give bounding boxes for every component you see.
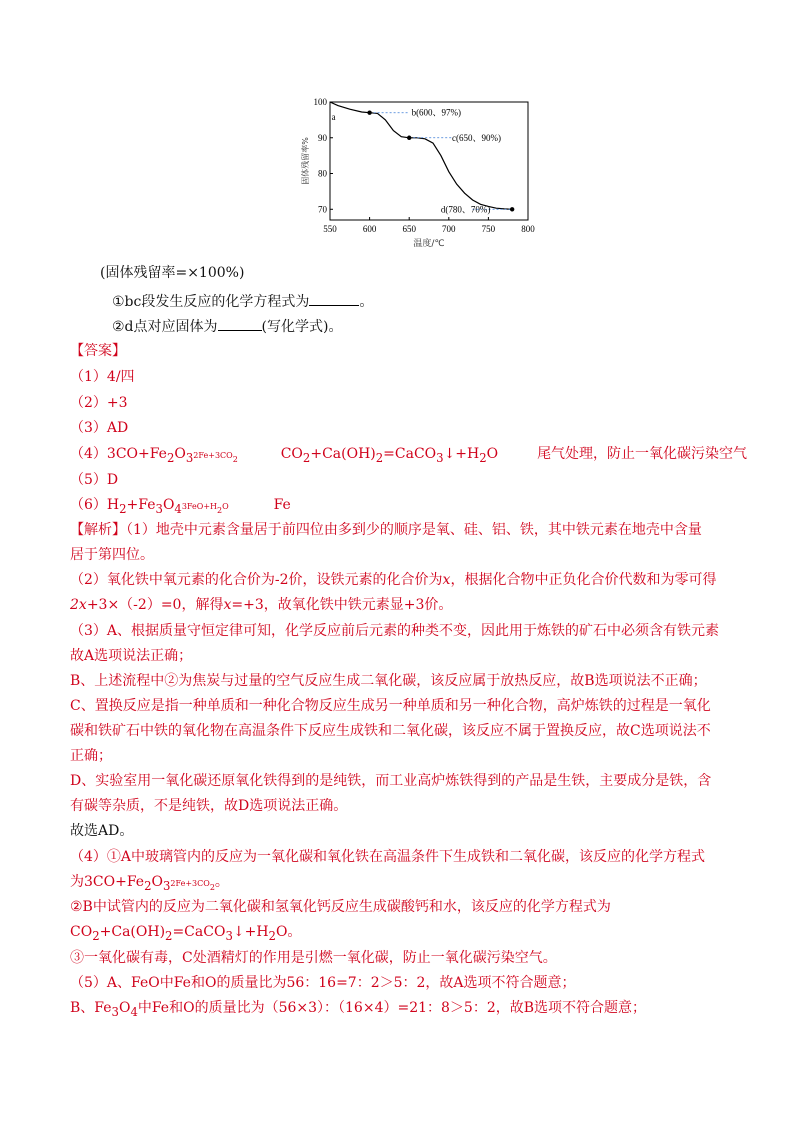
answer-4 bbox=[70, 445, 747, 469]
analysis-l15-d: 3 bbox=[162, 878, 171, 893]
y-tick-label: 90 bbox=[318, 132, 327, 143]
a6-e: O bbox=[162, 497, 175, 513]
analysis-line-6: 故A选项说法正确； bbox=[70, 648, 193, 664]
point-label: b(600、97%) bbox=[411, 107, 462, 118]
x-tick-label: 750 bbox=[481, 224, 496, 234]
answer-5: （5）D bbox=[70, 472, 119, 488]
analysis-l4-var2: x bbox=[223, 597, 232, 613]
analysis-line-16: ②B中试管内的反应为二氧化碳和氢氧化钙反应生成碳酸钙和水，该反应的化学方程式为 bbox=[70, 899, 611, 915]
analysis-l17-b: 2 bbox=[92, 928, 100, 943]
analysis-title: 【解析】 bbox=[70, 522, 126, 538]
analysis-line-15 bbox=[70, 873, 229, 897]
a4-sub2: 3 bbox=[185, 450, 194, 465]
y-tick-label: 70 bbox=[318, 204, 327, 215]
a4-eq2b: 2 bbox=[302, 450, 311, 465]
a4-note: 尾气处理，防止一氧化碳污染空气 bbox=[537, 446, 748, 462]
a4-eq2h: 2 bbox=[479, 450, 487, 465]
residue-curve bbox=[330, 102, 512, 209]
analysis-l20-c: O bbox=[118, 1000, 131, 1016]
residue-rate-chart bbox=[300, 92, 540, 252]
analysis-line-2: 居于第四位。 bbox=[70, 547, 154, 563]
x-tick-label: 650 bbox=[402, 224, 416, 234]
analysis-line-4 bbox=[70, 596, 452, 614]
plot-frame bbox=[330, 102, 528, 220]
data-point bbox=[367, 111, 371, 115]
point-label: c(650、90%) bbox=[451, 132, 501, 143]
a6-result: Fe bbox=[273, 497, 291, 513]
analysis-l17-e: =CaCO bbox=[172, 924, 226, 940]
x-axis-label: 温度/℃ bbox=[413, 239, 445, 249]
analysis-l15-end: 。 bbox=[214, 874, 229, 890]
analysis-line-7: B、上述流程中②为焦炭与过量的空气反应生成二氧化碳，该反应属于放热反应，故B选项说法不正确； bbox=[70, 673, 707, 689]
answer-2: （2）+3 bbox=[70, 395, 128, 411]
point-a-label: a bbox=[331, 111, 336, 122]
data-point bbox=[407, 136, 411, 140]
formula-line: (固体残留率=×100%) bbox=[100, 265, 245, 281]
question-2-text: ②d点对应固体为 bbox=[112, 319, 218, 335]
analysis-l20-b: 3 bbox=[111, 1004, 119, 1019]
analysis-l4-a: +3×（-2）=0，解得 bbox=[86, 597, 224, 613]
analysis-line-18: ③一氧化碳有毒，C处酒精灯的作用是引燃一氧化碳，防止一氧化碳污染空气。 bbox=[70, 950, 557, 966]
analysis-l1: （1）地壳中元素含量居于前四位由多到少的顺序是氧、硅、铝、铁，其中铁元素在地壳中含量 bbox=[126, 522, 702, 538]
a6-c: +Fe bbox=[126, 497, 156, 513]
question-1 bbox=[112, 291, 373, 311]
analysis-line-3 bbox=[70, 571, 716, 589]
a4-tiny-sub: 2 bbox=[232, 454, 238, 464]
analysis-l15-tiny: 2Fe+3CO bbox=[170, 879, 210, 888]
analysis-l17-h: 2 bbox=[268, 928, 276, 943]
question-1-text: ①bc段发生反应的化学方程式为 bbox=[112, 294, 310, 310]
question-2-suffix: (写化学式)。 bbox=[261, 319, 343, 335]
analysis-l20-d: 4 bbox=[130, 1004, 138, 1019]
analysis-l17-a: CO bbox=[70, 924, 93, 940]
analysis-l4-b: =+3，故氧化铁中铁元素显+3价。 bbox=[231, 597, 453, 613]
a6-d: 3 bbox=[155, 501, 163, 516]
a6-b: 2 bbox=[119, 501, 127, 516]
analysis-l17-f: 3 bbox=[225, 928, 233, 943]
a6-tiny: 3FeO+H bbox=[181, 502, 218, 511]
analysis-l20-a: B、Fe bbox=[70, 1000, 112, 1016]
answer-6 bbox=[70, 496, 291, 520]
analysis-l15-a: 为3CO+Fe bbox=[70, 874, 145, 890]
analysis-line-11: D、实验室用一氧化碳还原氧化铁得到的是纯铁，而工业高炉炼铁得到的产品是生铁，主要成分是铁，含 bbox=[70, 773, 712, 789]
a4-eq2e: =CaCO bbox=[383, 446, 437, 462]
analysis-line-12: 有碳等杂质，不是纯铁，故D选项说法正确。 bbox=[70, 798, 348, 814]
analysis-l15-b: 2 bbox=[144, 878, 152, 893]
a4-tiny: 2Fe+3CO bbox=[193, 451, 233, 460]
a4-prefix: （4）3CO+Fe bbox=[70, 446, 167, 462]
analysis-line-5: （3）A、根据质量守恒定律可知，化学反应前后元素的种类不变，因此用于炼铁的矿石中必须含有铁元素 bbox=[70, 623, 720, 639]
a4-eq2c: +Ca(OH) bbox=[310, 446, 376, 462]
data-point bbox=[510, 207, 514, 211]
a6-tiny-end: O bbox=[222, 502, 229, 511]
analysis-line-10: 正确； bbox=[70, 748, 112, 764]
analysis-line-8: C、置换反应是指一种单质和一种化合物反应生成另一种单质和另一种化合物，高炉炼铁的过程是一氧化 bbox=[70, 698, 711, 714]
analysis-l17-i: O。 bbox=[275, 924, 302, 940]
analysis-l17-c: +Ca(OH) bbox=[99, 924, 166, 940]
analysis-line-19: （5）A、FeO中Fe和O的质量比为56：16=7：2＞5：2，故A选项不符合题意； bbox=[70, 975, 576, 991]
analysis-l17-g: ↓+H bbox=[232, 924, 269, 940]
answer-1: （1）4/四 bbox=[70, 369, 135, 385]
a6-f: 4 bbox=[174, 501, 182, 516]
y-tick-label: 80 bbox=[318, 168, 327, 179]
question-1-suffix: 。 bbox=[359, 294, 374, 310]
blank-1 bbox=[309, 291, 359, 306]
analysis-l15-c: O bbox=[151, 874, 163, 890]
analysis-l3-end: ，根据化合物中正负化合价代数和为零可得 bbox=[450, 572, 717, 588]
question-2 bbox=[112, 316, 342, 336]
analysis-l20-e: 中Fe和O的质量比为（56×3）：（16×4）=21：8＞5：2，故B选项不符合题意； bbox=[137, 1000, 647, 1016]
a4-eq2d: 2 bbox=[375, 450, 384, 465]
x-tick-label: 600 bbox=[362, 224, 377, 234]
analysis-l17-d: 2 bbox=[165, 928, 173, 943]
blank-2 bbox=[218, 316, 262, 331]
a6-a: （6）H bbox=[70, 497, 120, 513]
analysis-line-13: 故选AD。 bbox=[70, 823, 134, 839]
a4-eq2g: ↓+H bbox=[443, 446, 480, 462]
x-tick-label: 800 bbox=[521, 224, 535, 234]
a4-eq2a: CO bbox=[280, 446, 303, 462]
point-label: d(780、70%) bbox=[440, 204, 491, 215]
analysis-line-14: （4）①A中玻璃管内的反应为一氧化碳和氧化铁在高温条件下生成铁和二氧化碳，该反应的化学方程式 bbox=[70, 849, 706, 865]
a4-eq2i: O bbox=[486, 446, 499, 462]
y-tick-label: 100 bbox=[313, 97, 327, 107]
a4-mid1: O bbox=[174, 446, 186, 462]
analysis-line-9: 碳和铁矿石中铁的氧化物在高温条件下反应生成铁和二氧化碳，该反应不属于置换反应，故C选项说法不 bbox=[70, 723, 711, 739]
analysis-l4-var: 2x bbox=[70, 597, 87, 613]
a4-sub1: 2 bbox=[166, 450, 175, 465]
analysis-l3: （2）氧化铁中氧元素的化合价为-2价，设铁元素的化合价为 bbox=[70, 572, 443, 588]
analysis-line-17 bbox=[70, 923, 301, 945]
a6-tiny-sub: 2 bbox=[217, 505, 223, 515]
analysis-line-20 bbox=[70, 999, 646, 1021]
x-tick-label: 550 bbox=[323, 224, 337, 234]
analysis-l15-tiny-sub: 2 bbox=[209, 882, 215, 892]
analysis-line-1 bbox=[70, 521, 702, 539]
answer-3: （3）AD bbox=[70, 420, 129, 436]
chart-svg bbox=[300, 92, 540, 252]
analysis-l3-var: x bbox=[442, 572, 451, 588]
x-tick-label: 700 bbox=[442, 224, 456, 234]
a4-eq2f: 3 bbox=[436, 450, 444, 465]
y-axis-label: 固体残留率% bbox=[301, 137, 310, 185]
answer-title: 【答案】 bbox=[70, 343, 126, 359]
